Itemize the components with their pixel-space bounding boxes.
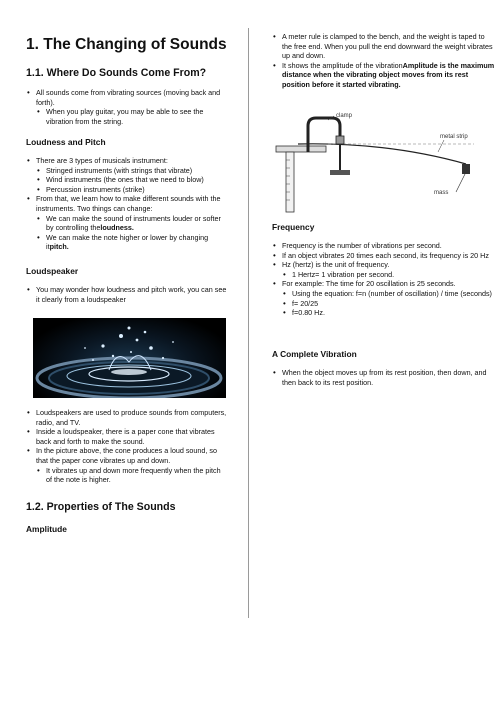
water-splash-image bbox=[33, 318, 226, 398]
list-item bbox=[26, 194, 229, 213]
list-item-text: Stringed instruments (with strings that vibrate) bbox=[46, 165, 193, 175]
list-item-text: It vibrates up and down more frequently when the pitch of the note is higher. bbox=[46, 465, 221, 485]
list-item bbox=[272, 32, 496, 61]
heading-complete-vibration: A Complete Vibration bbox=[272, 349, 357, 359]
list-item bbox=[26, 166, 229, 176]
heading-loudness-pitch: Loudness and Pitch bbox=[26, 137, 106, 147]
list-item-text: All sounds come from vibrating sources (moving back and forth). bbox=[36, 88, 221, 107]
metal-strip-label: metal strip bbox=[440, 134, 468, 140]
list-item-text: When you play guitar, you may be able to see the vibration from the string. bbox=[46, 107, 204, 126]
list-item bbox=[272, 299, 496, 309]
loudspeaker-photo bbox=[33, 318, 226, 398]
list-item-bold-text: Amplitude is the maximum distance when the vibrating object moves from its rest position before it started vibrating. bbox=[282, 60, 495, 89]
page-title: 1. The Changing of Sounds bbox=[26, 36, 227, 53]
list-item bbox=[272, 308, 496, 318]
list-item-text: Wind instruments (the ones that we need to blow) bbox=[46, 175, 204, 185]
list-item-text: Hz (hertz) is the unit of frequency. bbox=[282, 260, 390, 270]
list-item-text: Inside a loudspeaker, there is a paper cone that vibrates back and forth to make the sound. bbox=[36, 427, 215, 446]
list-item bbox=[26, 214, 229, 233]
column-divider bbox=[248, 28, 249, 618]
list-item-text: Loudspeakers are used to produce sounds from computers, radio, and TV. bbox=[36, 408, 227, 427]
section-heading-sound-source: 1.1. Where Do Sounds Come From? bbox=[26, 67, 207, 79]
vibration-diagram bbox=[268, 108, 490, 216]
list-sound-source bbox=[26, 88, 226, 126]
list-item-bold-text: loudness. bbox=[100, 223, 134, 233]
list-item bbox=[272, 61, 496, 90]
heading-loudspeaker: Loudspeaker bbox=[26, 266, 79, 276]
list-item bbox=[272, 251, 496, 261]
list-complete-vibration bbox=[272, 368, 492, 387]
list-item-text: When the object moves up from its rest position, then down, and then back to its rest position. bbox=[282, 368, 487, 387]
list-item bbox=[26, 156, 229, 166]
list-item bbox=[26, 427, 228, 446]
list-item bbox=[26, 175, 229, 185]
list-item-text: 1 Hertz= 1 vibration per second. bbox=[292, 269, 395, 279]
list-frequency bbox=[272, 241, 496, 318]
heading-frequency: Frequency bbox=[272, 222, 315, 232]
list-item-text: In the picture above, the cone produces a loud sound, so that the paper cone vibrates up and down. bbox=[36, 446, 218, 465]
list-item-text: For example: The time for 20 oscillation is 25 seconds. bbox=[282, 279, 456, 289]
list-item: • You may wonder how loudness and pitch work, you can see it clearly from a loudspeaker bbox=[26, 285, 228, 304]
list-item bbox=[272, 279, 496, 289]
list-item bbox=[272, 270, 496, 280]
mass-label: mass bbox=[434, 190, 449, 196]
list-item-text: Using the equation: f=n (number of oscillation) / time (seconds) bbox=[292, 288, 492, 298]
list-item bbox=[26, 107, 226, 126]
list-item-text: We can make the note higher or lower by changing it bbox=[46, 232, 209, 252]
list-item-bold-text: pitch. bbox=[49, 242, 69, 252]
list-loudspeaker-intro bbox=[26, 285, 228, 304]
list-item-text: It shows the amplitude of the vibration bbox=[282, 60, 403, 70]
list-item bbox=[272, 241, 496, 251]
section-heading-properties: 1.2. Properties of The Sounds bbox=[26, 501, 176, 513]
list-loudness-pitch bbox=[26, 156, 229, 252]
list-item-text: f=0.80 Hz. bbox=[292, 308, 325, 318]
list-item-text: From that, we learn how to make different sounds with the instruments. Two things can change: bbox=[36, 194, 221, 213]
list-item bbox=[272, 289, 496, 299]
list-item bbox=[26, 408, 228, 427]
list-item-text: Percussion instruments (strike) bbox=[46, 184, 145, 194]
list-item bbox=[26, 446, 228, 465]
list-item-text: There are 3 types of musicals instrument: bbox=[36, 156, 168, 165]
list-item bbox=[26, 185, 229, 195]
list-item-text: We can make the sound of instruments louder or softer by controlling the bbox=[46, 213, 221, 233]
heading-amplitude: Amplitude bbox=[26, 524, 67, 534]
list-item bbox=[272, 260, 496, 270]
list-loudspeaker bbox=[26, 408, 228, 485]
list-item bbox=[26, 466, 228, 485]
clamp-label: clamp bbox=[336, 113, 353, 119]
list-item bbox=[26, 233, 229, 252]
list-item-text: If an object vibrates 20 times each second, its frequency is 20 Hz bbox=[282, 250, 489, 260]
list-item bbox=[272, 368, 492, 387]
list-item-text: Frequency is the number of vibrations per second. bbox=[282, 241, 442, 250]
list-amplitude bbox=[272, 32, 496, 90]
list-item-text: A meter rule is clamped to the bench, and the weight is taped to the free end. When you pull the end downward the weight vibrates up and down. bbox=[282, 32, 493, 61]
list-item-text: f= 20/25 bbox=[292, 298, 319, 308]
list-item bbox=[26, 88, 226, 107]
